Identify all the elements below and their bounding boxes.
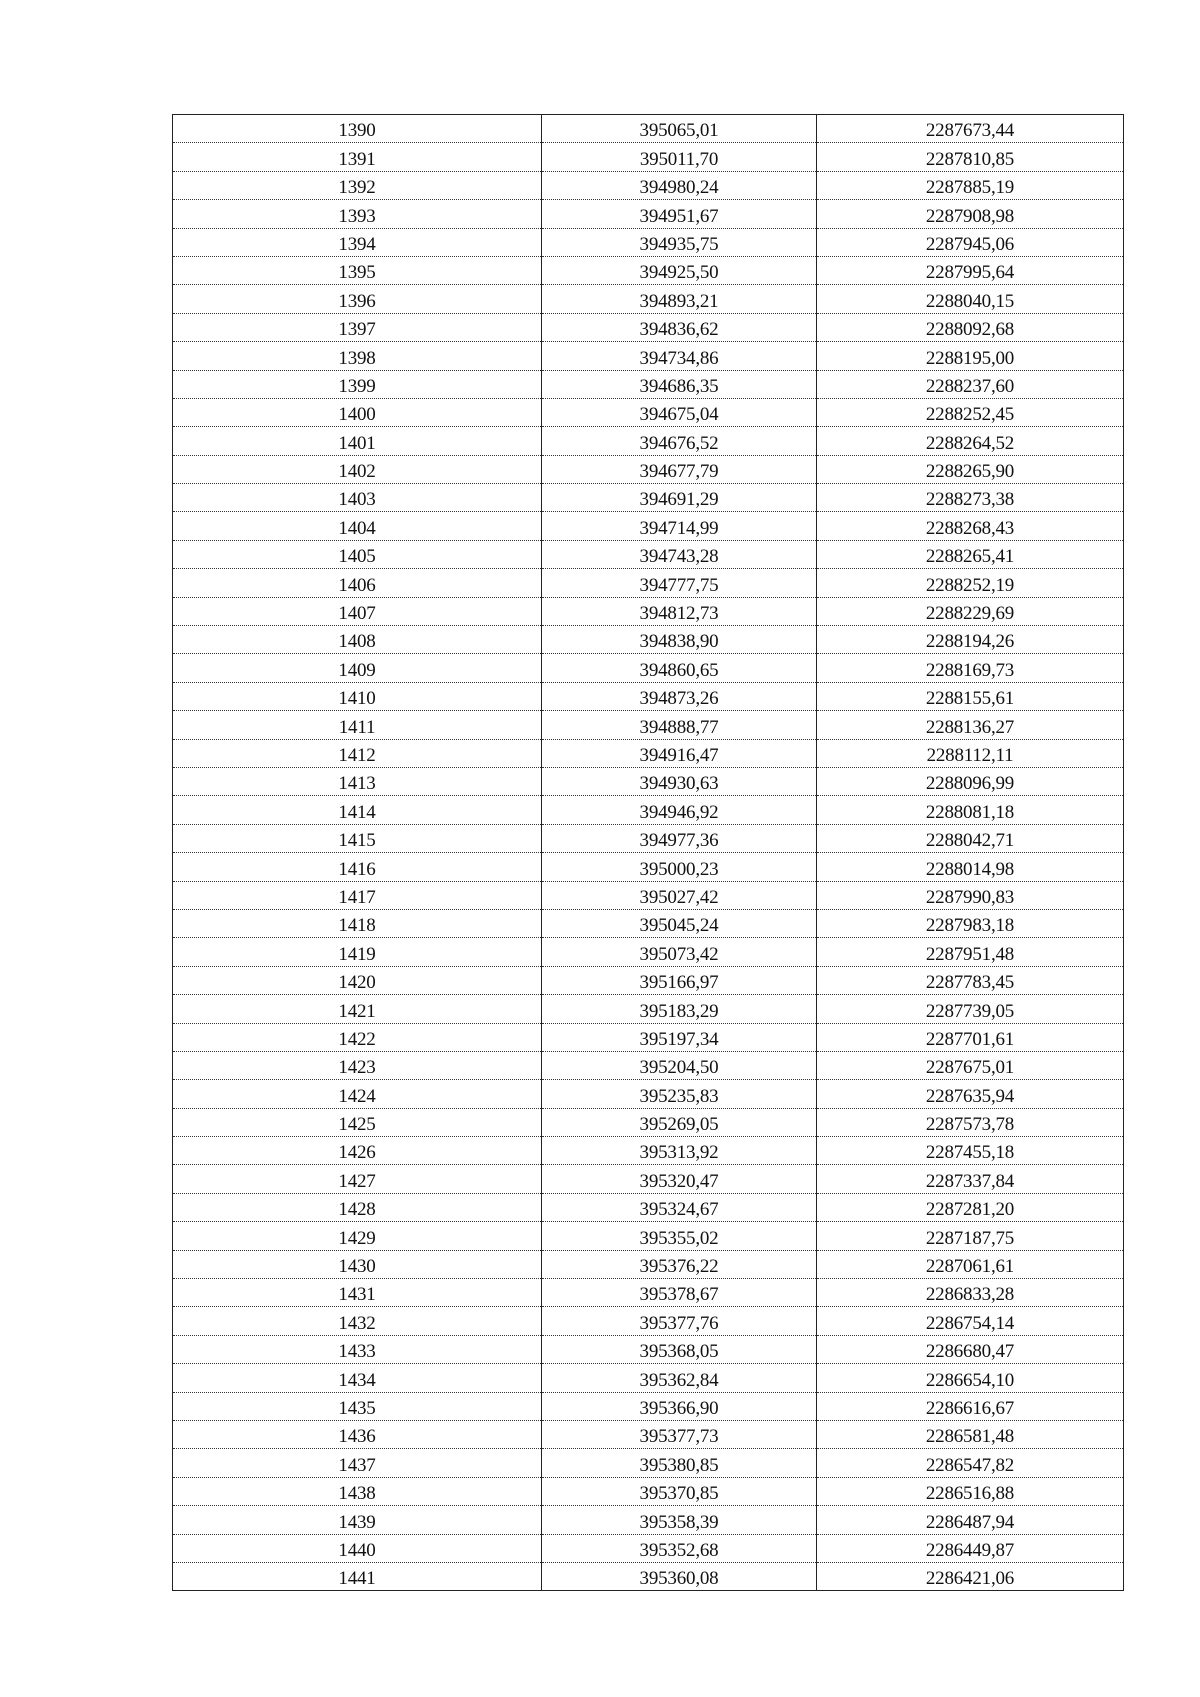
x-coordinate-cell: 395011,70: [542, 143, 817, 171]
point-number-cell: 1416: [173, 853, 542, 881]
y-coordinate-cell: 2286547,82: [817, 1449, 1124, 1477]
x-coordinate-cell: 394691,29: [542, 484, 817, 512]
point-number-cell: 1411: [173, 711, 542, 739]
table-row: [173, 711, 1124, 739]
y-coordinate-cell: 2288014,98: [817, 853, 1124, 881]
point-number-cell: 1392: [173, 171, 542, 199]
x-coordinate-cell: 394812,73: [542, 597, 817, 625]
x-coordinate-cell: 395370,85: [542, 1477, 817, 1505]
table-row: [173, 1250, 1124, 1278]
table-row: [173, 313, 1124, 341]
table-row: [173, 1392, 1124, 1420]
y-coordinate-cell: 2287783,45: [817, 966, 1124, 994]
point-number-cell: 1394: [173, 228, 542, 256]
table-row: [173, 824, 1124, 852]
x-coordinate-cell: 395065,01: [542, 115, 817, 143]
table-row: [173, 1420, 1124, 1448]
y-coordinate-cell: 2287908,98: [817, 200, 1124, 228]
x-coordinate-cell: 395045,24: [542, 909, 817, 937]
table-row: [173, 995, 1124, 1023]
point-number-cell: 1414: [173, 796, 542, 824]
table-row: [173, 398, 1124, 426]
table-row: [173, 966, 1124, 994]
table-row: [173, 484, 1124, 512]
point-number-cell: 1431: [173, 1279, 542, 1307]
x-coordinate-cell: 395366,90: [542, 1392, 817, 1420]
y-coordinate-cell: 2288169,73: [817, 654, 1124, 682]
y-coordinate-cell: 2288229,69: [817, 597, 1124, 625]
y-coordinate-cell: 2288264,52: [817, 427, 1124, 455]
point-number-cell: 1428: [173, 1193, 542, 1221]
point-number-cell: 1391: [173, 143, 542, 171]
point-number-cell: 1422: [173, 1023, 542, 1051]
y-coordinate-cell: 2287951,48: [817, 938, 1124, 966]
x-coordinate-cell: 394743,28: [542, 540, 817, 568]
x-coordinate-cell: 394935,75: [542, 228, 817, 256]
point-number-cell: 1440: [173, 1534, 542, 1562]
table-row: [173, 1477, 1124, 1505]
point-number-cell: 1434: [173, 1364, 542, 1392]
x-coordinate-cell: 395235,83: [542, 1080, 817, 1108]
x-coordinate-cell: 394930,63: [542, 767, 817, 795]
table-row: [173, 171, 1124, 199]
x-coordinate-cell: 395358,39: [542, 1506, 817, 1534]
point-number-cell: 1413: [173, 767, 542, 795]
point-number-cell: 1402: [173, 455, 542, 483]
x-coordinate-cell: 395000,23: [542, 853, 817, 881]
x-coordinate-cell: 395269,05: [542, 1108, 817, 1136]
y-coordinate-cell: 2287675,01: [817, 1051, 1124, 1079]
y-coordinate-cell: 2288252,19: [817, 569, 1124, 597]
point-number-cell: 1435: [173, 1392, 542, 1420]
x-coordinate-cell: 395183,29: [542, 995, 817, 1023]
table-row: [173, 256, 1124, 284]
table-row: [173, 881, 1124, 909]
x-coordinate-cell: 395320,47: [542, 1165, 817, 1193]
table-row: [173, 569, 1124, 597]
table-row: [173, 597, 1124, 625]
y-coordinate-cell: 2288265,90: [817, 455, 1124, 483]
table-row: [173, 938, 1124, 966]
y-coordinate-cell: 2286487,94: [817, 1506, 1124, 1534]
x-coordinate-cell: 394946,92: [542, 796, 817, 824]
point-number-cell: 1390: [173, 115, 542, 143]
table-row: [173, 1364, 1124, 1392]
x-coordinate-cell: 395360,08: [542, 1562, 817, 1590]
point-number-cell: 1410: [173, 682, 542, 710]
x-coordinate-cell: 395073,42: [542, 938, 817, 966]
y-coordinate-cell: 2286754,14: [817, 1307, 1124, 1335]
table-row: [173, 739, 1124, 767]
x-coordinate-cell: 394893,21: [542, 285, 817, 313]
table-row: [173, 1051, 1124, 1079]
point-number-cell: 1396: [173, 285, 542, 313]
point-number-cell: 1409: [173, 654, 542, 682]
point-number-cell: 1418: [173, 909, 542, 937]
table-row: [173, 285, 1124, 313]
x-coordinate-cell: 394838,90: [542, 626, 817, 654]
coordinates-table: [172, 114, 1124, 1591]
point-number-cell: 1408: [173, 626, 542, 654]
table-row: [173, 1562, 1124, 1590]
point-number-cell: 1395: [173, 256, 542, 284]
table-row: [173, 1165, 1124, 1193]
table-row: [173, 200, 1124, 228]
y-coordinate-cell: 2288092,68: [817, 313, 1124, 341]
y-coordinate-cell: 2286449,87: [817, 1534, 1124, 1562]
point-number-cell: 1438: [173, 1477, 542, 1505]
table-row: [173, 1506, 1124, 1534]
y-coordinate-cell: 2287995,64: [817, 256, 1124, 284]
y-coordinate-cell: 2286616,67: [817, 1392, 1124, 1420]
x-coordinate-cell: 395324,67: [542, 1193, 817, 1221]
point-number-cell: 1425: [173, 1108, 542, 1136]
y-coordinate-cell: 2287810,85: [817, 143, 1124, 171]
x-coordinate-cell: 394686,35: [542, 370, 817, 398]
point-number-cell: 1421: [173, 995, 542, 1023]
table-row: [173, 1193, 1124, 1221]
table-row: [173, 1279, 1124, 1307]
y-coordinate-cell: 2287281,20: [817, 1193, 1124, 1221]
table-row: [173, 767, 1124, 795]
point-number-cell: 1429: [173, 1222, 542, 1250]
table-row: [173, 626, 1124, 654]
point-number-cell: 1401: [173, 427, 542, 455]
y-coordinate-cell: 2287739,05: [817, 995, 1124, 1023]
point-number-cell: 1403: [173, 484, 542, 512]
table-row: [173, 342, 1124, 370]
x-coordinate-cell: 394916,47: [542, 739, 817, 767]
x-coordinate-cell: 394734,86: [542, 342, 817, 370]
y-coordinate-cell: 2288136,27: [817, 711, 1124, 739]
y-coordinate-cell: 2287885,19: [817, 171, 1124, 199]
x-coordinate-cell: 394676,52: [542, 427, 817, 455]
x-coordinate-cell: 394977,36: [542, 824, 817, 852]
y-coordinate-cell: 2287187,75: [817, 1222, 1124, 1250]
point-number-cell: 1407: [173, 597, 542, 625]
y-coordinate-cell: 2287573,78: [817, 1108, 1124, 1136]
y-coordinate-cell: 2287061,61: [817, 1250, 1124, 1278]
point-number-cell: 1423: [173, 1051, 542, 1079]
point-number-cell: 1404: [173, 512, 542, 540]
table-row: [173, 1222, 1124, 1250]
table-row: [173, 1080, 1124, 1108]
x-coordinate-cell: 394677,79: [542, 455, 817, 483]
y-coordinate-cell: 2286581,48: [817, 1420, 1124, 1448]
y-coordinate-cell: 2287945,06: [817, 228, 1124, 256]
table-row: [173, 1023, 1124, 1051]
x-coordinate-cell: 395362,84: [542, 1364, 817, 1392]
x-coordinate-cell: 395378,67: [542, 1279, 817, 1307]
y-coordinate-cell: 2288112,11: [817, 739, 1124, 767]
y-coordinate-cell: 2287701,61: [817, 1023, 1124, 1051]
y-coordinate-cell: 2288273,38: [817, 484, 1124, 512]
table-row: [173, 1108, 1124, 1136]
x-coordinate-cell: 394925,50: [542, 256, 817, 284]
y-coordinate-cell: 2288096,99: [817, 767, 1124, 795]
y-coordinate-cell: 2287990,83: [817, 881, 1124, 909]
x-coordinate-cell: 394888,77: [542, 711, 817, 739]
x-coordinate-cell: 394980,24: [542, 171, 817, 199]
table-row: [173, 370, 1124, 398]
x-coordinate-cell: 395376,22: [542, 1250, 817, 1278]
point-number-cell: 1415: [173, 824, 542, 852]
table-row: [173, 796, 1124, 824]
point-number-cell: 1397: [173, 313, 542, 341]
x-coordinate-cell: 395204,50: [542, 1051, 817, 1079]
table-row: [173, 540, 1124, 568]
point-number-cell: 1398: [173, 342, 542, 370]
point-number-cell: 1400: [173, 398, 542, 426]
point-number-cell: 1424: [173, 1080, 542, 1108]
y-coordinate-cell: 2286680,47: [817, 1335, 1124, 1363]
x-coordinate-cell: 394873,26: [542, 682, 817, 710]
y-coordinate-cell: 2287673,44: [817, 115, 1124, 143]
y-coordinate-cell: 2286516,88: [817, 1477, 1124, 1505]
point-number-cell: 1426: [173, 1137, 542, 1165]
y-coordinate-cell: 2288195,00: [817, 342, 1124, 370]
x-coordinate-cell: 395166,97: [542, 966, 817, 994]
x-coordinate-cell: 394951,67: [542, 200, 817, 228]
x-coordinate-cell: 395377,76: [542, 1307, 817, 1335]
y-coordinate-cell: 2286833,28: [817, 1279, 1124, 1307]
table-row: [173, 143, 1124, 171]
x-coordinate-cell: 395377,73: [542, 1420, 817, 1448]
y-coordinate-cell: 2288265,41: [817, 540, 1124, 568]
point-number-cell: 1439: [173, 1506, 542, 1534]
point-number-cell: 1399: [173, 370, 542, 398]
x-coordinate-cell: 394714,99: [542, 512, 817, 540]
point-number-cell: 1405: [173, 540, 542, 568]
point-number-cell: 1432: [173, 1307, 542, 1335]
point-number-cell: 1430: [173, 1250, 542, 1278]
y-coordinate-cell: 2286654,10: [817, 1364, 1124, 1392]
x-coordinate-cell: 394836,62: [542, 313, 817, 341]
coordinates-table-body: [173, 115, 1124, 1591]
table-row: [173, 1534, 1124, 1562]
y-coordinate-cell: 2288042,71: [817, 824, 1124, 852]
table-row: [173, 512, 1124, 540]
point-number-cell: 1419: [173, 938, 542, 966]
point-number-cell: 1393: [173, 200, 542, 228]
y-coordinate-cell: 2288155,61: [817, 682, 1124, 710]
point-number-cell: 1437: [173, 1449, 542, 1477]
x-coordinate-cell: 395352,68: [542, 1534, 817, 1562]
table-row: [173, 682, 1124, 710]
table-row: [173, 1307, 1124, 1335]
y-coordinate-cell: 2288081,18: [817, 796, 1124, 824]
x-coordinate-cell: 395027,42: [542, 881, 817, 909]
table-row: [173, 654, 1124, 682]
point-number-cell: 1433: [173, 1335, 542, 1363]
y-coordinate-cell: 2288252,45: [817, 398, 1124, 426]
x-coordinate-cell: 395197,34: [542, 1023, 817, 1051]
table-row: [173, 1449, 1124, 1477]
y-coordinate-cell: 2287455,18: [817, 1137, 1124, 1165]
y-coordinate-cell: 2288237,60: [817, 370, 1124, 398]
point-number-cell: 1420: [173, 966, 542, 994]
point-number-cell: 1436: [173, 1420, 542, 1448]
point-number-cell: 1412: [173, 739, 542, 767]
y-coordinate-cell: 2288268,43: [817, 512, 1124, 540]
y-coordinate-cell: 2286421,06: [817, 1562, 1124, 1590]
y-coordinate-cell: 2287635,94: [817, 1080, 1124, 1108]
x-coordinate-cell: 395368,05: [542, 1335, 817, 1363]
y-coordinate-cell: 2287337,84: [817, 1165, 1124, 1193]
x-coordinate-cell: 394860,65: [542, 654, 817, 682]
table-row: [173, 853, 1124, 881]
table-row: [173, 1137, 1124, 1165]
table-row: [173, 1335, 1124, 1363]
table-row: [173, 115, 1124, 143]
x-coordinate-cell: 394777,75: [542, 569, 817, 597]
x-coordinate-cell: 395313,92: [542, 1137, 817, 1165]
x-coordinate-cell: 394675,04: [542, 398, 817, 426]
table-row: [173, 455, 1124, 483]
table-row: [173, 909, 1124, 937]
point-number-cell: 1406: [173, 569, 542, 597]
table-row: [173, 228, 1124, 256]
x-coordinate-cell: 395355,02: [542, 1222, 817, 1250]
table-row: [173, 427, 1124, 455]
point-number-cell: 1441: [173, 1562, 542, 1590]
point-number-cell: 1427: [173, 1165, 542, 1193]
y-coordinate-cell: 2288040,15: [817, 285, 1124, 313]
x-coordinate-cell: 395380,85: [542, 1449, 817, 1477]
y-coordinate-cell: 2287983,18: [817, 909, 1124, 937]
y-coordinate-cell: 2288194,26: [817, 626, 1124, 654]
point-number-cell: 1417: [173, 881, 542, 909]
